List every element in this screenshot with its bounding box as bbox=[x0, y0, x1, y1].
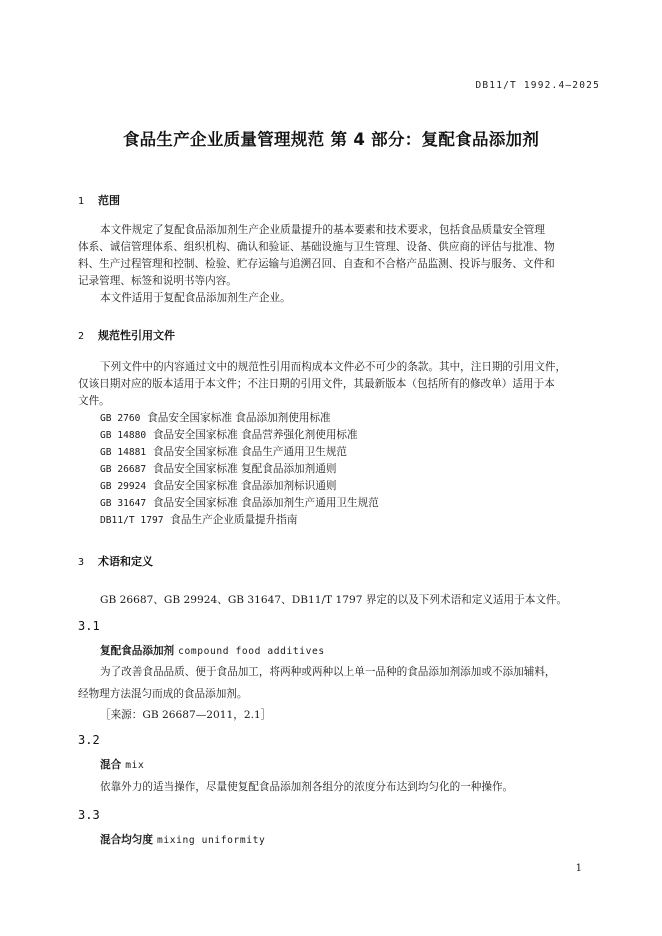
reference-item bbox=[100, 461, 336, 478]
reference-item bbox=[100, 478, 336, 495]
term-name-zh: 混合 bbox=[100, 759, 122, 771]
reference-code: GB 14880 bbox=[100, 430, 147, 441]
section-number: 3 bbox=[78, 557, 85, 568]
term-name bbox=[100, 643, 325, 658]
scope-paragraph-line: 记录管理、标签和说明书等内容。 bbox=[78, 275, 237, 287]
normative-intro-line: 文件。 bbox=[78, 395, 110, 407]
term-name-en: compound food additives bbox=[178, 646, 325, 657]
section-number: 2 bbox=[78, 331, 85, 342]
normative-intro-line: 下列文件中的内容通过文中的规范性引用而构成本文件必不可少的条款。其中，注日期的引用文件， bbox=[100, 361, 567, 373]
section-terms-heading bbox=[78, 553, 153, 569]
section-normative-heading bbox=[78, 327, 175, 343]
term-source: ［来源：GB 26687—2011，2.1］ bbox=[100, 709, 272, 721]
reference-code: GB 14881 bbox=[100, 447, 147, 458]
term-name-en: mixing uniformity bbox=[156, 835, 266, 846]
section-title: 规范性引用文件 bbox=[98, 329, 175, 342]
normative-intro-line: 仅该日期对应的版本适用于本文件；不注日期的引用文件，其最新版本（包括所有的修改单）适用于本 bbox=[78, 378, 555, 390]
reference-item bbox=[100, 410, 331, 427]
reference-code: GB 29924 bbox=[100, 481, 147, 492]
reference-code: GB 26687 bbox=[100, 464, 147, 475]
term-name bbox=[100, 832, 265, 847]
term-definition-line: 依靠外力的适当操作，尽量使复配食品添加剂各组分的浓度分布达到均匀化的一种操作。 bbox=[100, 781, 514, 793]
term-name bbox=[100, 757, 144, 772]
reference-item bbox=[100, 495, 379, 512]
reference-title: 食品安全国家标准 复配食品添加剂通则 bbox=[152, 463, 337, 475]
section-scope-heading bbox=[78, 192, 120, 208]
reference-title: 食品安全国家标准 食品营养强化剂使用标准 bbox=[152, 429, 358, 441]
scope-applicability: 本文件适用于复配食品添加剂生产企业。 bbox=[100, 292, 291, 304]
terms-intro: GB 26687、GB 29924、GB 31647、DB11/T 1797 界定的以及下列术语和定义适用于本文件。 bbox=[100, 594, 568, 606]
term-number: 3.1 bbox=[78, 619, 100, 633]
reference-title: 食品安全国家标准 食品生产通用卫生规范 bbox=[152, 446, 348, 458]
reference-code: DB11/T 1797 bbox=[100, 515, 164, 526]
term-number: 3.3 bbox=[78, 808, 100, 822]
document-title: 食品生产企业质量管理规范 第 4 部分：复配食品添加剂 bbox=[122, 130, 540, 149]
reference-title: 食品安全国家标准 食品添加剂生产通用卫生规范 bbox=[152, 497, 379, 509]
scope-paragraph-line: 料、生产过程管理和控制、检验、贮存运输与追溯召回、自查和不合格产品监测、投诉与服务、文件和 bbox=[78, 258, 555, 270]
term-name-zh: 混合均匀度 bbox=[100, 834, 153, 846]
standard-number: DB11/T 1992.4—2025 bbox=[475, 80, 600, 91]
reference-item bbox=[100, 427, 358, 444]
reference-title: 食品生产企业质量提升指南 bbox=[170, 514, 298, 526]
term-name-zh: 复配食品添加剂 bbox=[100, 645, 175, 657]
reference-item bbox=[100, 512, 297, 529]
scope-paragraph-line: 体系、诚信管理体系、组织机构、确认和验证、基础设施与卫生管理、设备、供应商的评估与批准、物 bbox=[78, 241, 555, 253]
term-name-en: mix bbox=[125, 760, 145, 771]
reference-code: GB 31647 bbox=[100, 498, 147, 509]
page-number: 1 bbox=[575, 863, 582, 874]
term-definition-line: 为了改善食品品质、便于食品加工，将两种或两种以上单一品种的食品添加剂添加或不添加辅料， bbox=[100, 666, 556, 678]
reference-title: 食品安全国家标准 食品添加剂使用标准 bbox=[147, 412, 331, 424]
scope-paragraph-line: 本文件规定了复配食品添加剂生产企业质量提升的基本要素和技术要求，包括食品质量安全管理 bbox=[100, 224, 545, 236]
section-title: 范围 bbox=[98, 194, 120, 207]
section-number: 1 bbox=[78, 196, 85, 207]
reference-title: 食品安全国家标准 食品添加剂标识通则 bbox=[152, 480, 337, 492]
term-definition-line: 经物理方法混匀而成的食品添加剂。 bbox=[78, 688, 248, 700]
term-number: 3.2 bbox=[78, 733, 100, 747]
reference-item bbox=[100, 444, 347, 461]
section-title: 术语和定义 bbox=[98, 555, 153, 568]
reference-code: GB 2760 bbox=[100, 413, 141, 424]
